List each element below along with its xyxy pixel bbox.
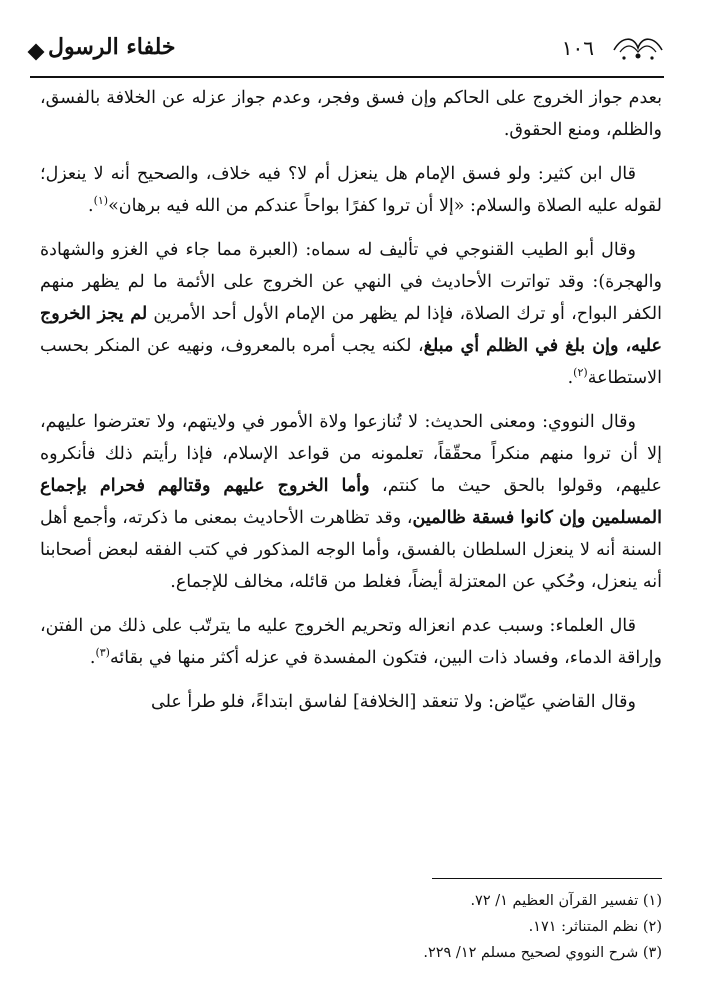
paragraph <box>40 406 662 598</box>
diamond-ornament-icon <box>28 44 45 61</box>
footnote: (٢) نظم المتناثر: ١٧١. <box>528 919 662 935</box>
paragraph-text: ، وقد تظاهرت الأحاديث بمعنى ما ذكرته، وأجمع أهل السنة أنه لا ينعزل السلطان بالفسق، وأما الوجه المذكور في كتب الفقه لبعض أصحابنا أنه ينعزل، وحُكي عن المعتزلة أيضاً، فغلط من قائله، مخالف للإجماع. <box>40 508 662 592</box>
paragraph-text: قال ابن كثير: ولو فسق الإمام هل ينعزل أم لا؟ فيه خلاف، والصحيح أنه لا ينعزل؛ لقوله عليه الصلاة والسلام: «إلا أن تروا كفرًا بواحاً عندكم من الله فيه برهان» <box>40 164 662 216</box>
footnote: (١) تفسير القرآن العظيم ١/ ٧٢. <box>470 893 662 909</box>
footnote-separator <box>432 878 662 879</box>
paragraph-text: . <box>89 648 96 668</box>
paragraph-text: قال العلماء: وسبب عدم انعزاله وتحريم الخروج عليه ما يترتّب على ذلك من الفتن، وإراقة الدماء، وفساد ذات البين، فتكون المفسدة في عزله أكثر منها في بقائه <box>40 616 662 668</box>
footnote-reference: (١) <box>93 194 109 208</box>
footnotes <box>40 888 662 966</box>
main-text <box>40 82 662 730</box>
footnote-reference: (٢) <box>573 366 588 380</box>
paragraph-text: وقال القاضي عيّاض: ولا تنعقد [الخلافة] لفاسق ابتداءً، فلو طرأ على <box>150 692 636 712</box>
paragraph-text: . <box>567 368 574 388</box>
paragraph-text: وقال أبو الطيب القنوجي في تأليف له سماه: (العبرة مما جاء في الغزو والشهادة والهجرة): وقد تواترت الأحاديث في النهي عن الخروج على الأئمة ما لم يظهر منهم الكفر البواح، أو ترك الصلاة، فإذا لم يظهر من الإمام الأول أحد الأمرين <box>40 240 662 324</box>
paragraph-text: . <box>87 196 94 216</box>
emphasized-text: وأما الخروج عليهم وقتالهم فحرام بإجماع المسلمين وإن كانوا فسقة ظالمين <box>40 476 662 528</box>
emphasized-text: لم يجز الخروج عليه، وإن بلغ في الظلم أي مبلغ <box>40 304 662 356</box>
header-rule <box>30 76 664 78</box>
paragraph <box>40 158 662 222</box>
footnote: (٣) شرح النووي لصحيح مسلم ١٢/ ٢٢٩. <box>423 945 662 961</box>
page-number: ١٠٦ <box>561 36 594 60</box>
paragraph <box>40 234 662 394</box>
running-title: خلفاء الرسول <box>48 34 176 60</box>
paragraph <box>40 686 662 718</box>
paragraph <box>40 610 662 674</box>
paragraph-text: وقال النووي: ومعنى الحديث: لا تُنازعوا ولاة الأمور في ولايتهم، ولا تعترضوا عليهم، إلا أن تروا منهم منكراً محقّقاً، تعلمونه من قواعد الإسلام، فإذا رأيتم ذلك فأنكروه عليهم، وقولوا بالحق حيث ما كنتم، <box>40 412 662 496</box>
floral-ornament-icon <box>612 32 664 62</box>
footnote-reference: (٣) <box>95 646 110 660</box>
paragraph <box>40 82 662 146</box>
page-header <box>30 28 664 78</box>
paragraph-text: بعدم جواز الخروج على الحاكم وإن فسق وفجر، وعدم جواز عزله عن الخلافة بالفسق، والظلم، ومنع الحقوق. <box>40 88 662 140</box>
paragraph-text: ، لكنه يجب أمره بالمعروف، ونهيه عن المنكر بحسب الاستطاعة <box>40 336 662 388</box>
